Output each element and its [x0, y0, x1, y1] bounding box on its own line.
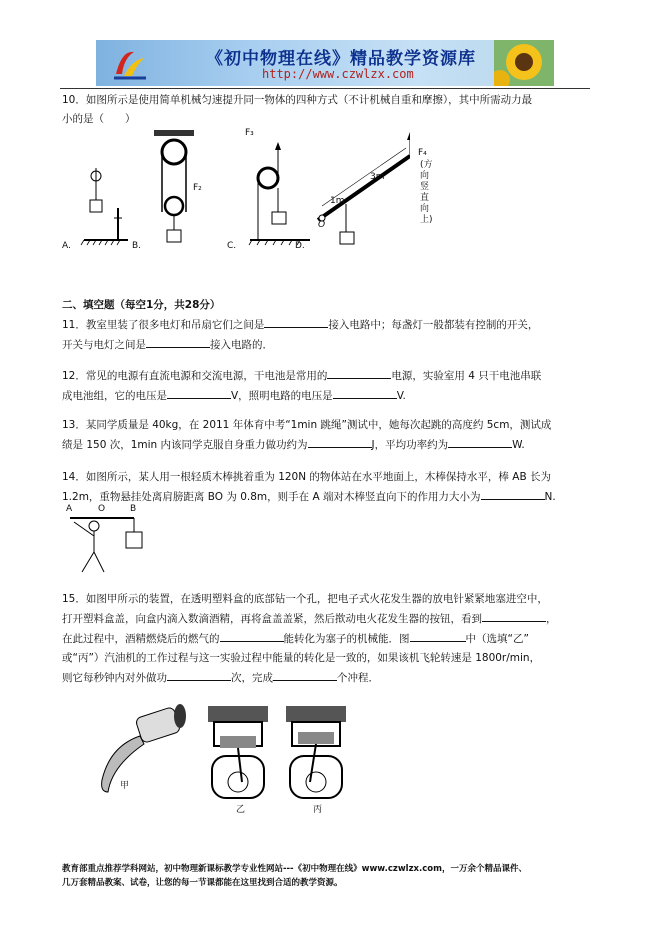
option-b-label: B.: [132, 241, 142, 251]
footer-line-1: 教育部重点推荐学科网站，初中物理新课标教学专业性网站---《初中物理在线》www.czwlzx.com，一万余个精品课件、: [62, 864, 527, 874]
banner-url: http://www.czwlzx.com: [262, 67, 414, 81]
option-d-label: D.: [295, 241, 305, 251]
label-f4: F₄: [418, 148, 427, 158]
q10-line2: 小的是（ ）: [62, 113, 136, 125]
site-logo-icon: [110, 44, 150, 82]
question-14: 14．如图所示，某人用一根轻质木棒挑着重为 120N 的物体站在水平地面上，木棒保持水平，棒 AB 长为 1.2m，重物悬挂处离肩膀距离 BO 为 0.8m，则手在 A 端对木棒竖直向下的作用力大小为 N.: [62, 471, 556, 503]
question-15: 15．如图甲所示的装置，在透明塑料盒的底部钻一个孔，把电子式火花发生器的放电针紧紧地塞进空中， 打开塑料盒盖，向盒内滴入数滴酒精，再将盒盖盖紧，然后揿动电火花发生器的按钮，看到 ， 在此过程中，酒精燃烧后的燃气的 能转化为塞子的机械能．图 中（选填“乙” 或“丙”）汽油机的工作过程与这一实验过程中能量的转化是一致的，如果该机飞轮转速是 1800r/min， 则它每秒钟内对外做功 次，完成 个冲程．: [62, 593, 557, 684]
question-14-figure: [64, 506, 154, 574]
question-12: 12．常见的电源有直流电源和交流电源，干电池是常用的 电源，实验室用 4 只干电池串联 成电池组，它的电压是 V，照明电路的电压是 V.: [62, 366, 590, 406]
label-bing: 丙: [313, 805, 323, 815]
option-c-label: C.: [227, 241, 237, 251]
footer-line-2: 几万套精品教案、试卷，让您的每一节课都能在这里找到合适的教学资源。: [62, 878, 343, 888]
sunflower-image: [494, 40, 554, 86]
header-banner: [96, 40, 554, 86]
label-jia: 甲: [120, 781, 130, 791]
question-15-figures: [90, 696, 370, 812]
banner-title: 《初中物理在线》精品教学资源库: [206, 49, 476, 69]
label-f2: F₂: [193, 183, 202, 193]
label-o: O: [98, 504, 106, 514]
figure-b-pulley-block: [154, 130, 194, 242]
question-10-figures: [70, 128, 410, 256]
figure-yi-engine: [208, 706, 268, 798]
figure-d-lever: [318, 132, 410, 244]
question-13: 13．某同学质量是 40kg，在 2011 年体育中考“1min 跳绳”测试中，她每次起跳的高度约 5cm，测试成 绩是 150 次，1min 内该同学克服自身重力做功约为 J，平均功率约为 W.: [62, 419, 552, 451]
q10-line1: 10．如图所示是使用简单机械匀速提升同一物体的四种方式（不计机械自重和摩擦），其中所需动力最: [62, 94, 533, 106]
header-rule: [60, 88, 590, 89]
section-2-heading: 二、填空题（每空1分，共28分）: [62, 299, 221, 311]
page-footer: [62, 862, 602, 890]
figure-jia-spark-box: [102, 704, 186, 792]
label-b: B: [130, 504, 137, 514]
label-pivot-o: O: [318, 220, 326, 230]
figure-a-lever: [81, 168, 128, 245]
label-length-1m: 1m: [330, 196, 345, 206]
question-10-stem: [62, 91, 590, 129]
option-a-label: A.: [62, 241, 71, 251]
label-f4-direction: (方向竖直向上): [420, 160, 433, 225]
label-f3: F₃: [245, 128, 254, 138]
label-a: A: [66, 504, 73, 514]
figure-c-fixed-pulley: [249, 142, 310, 245]
label-yi: 乙: [236, 805, 246, 815]
figure-bing-engine: [286, 706, 346, 798]
label-length-3m: 3m: [370, 172, 385, 182]
question-11: 11．教室里装了很多电灯和吊扇它们之间是 接入电路中；每盏灯一般都装有控制的开关， 开关与电灯之间是 接入电路的．: [62, 315, 590, 355]
